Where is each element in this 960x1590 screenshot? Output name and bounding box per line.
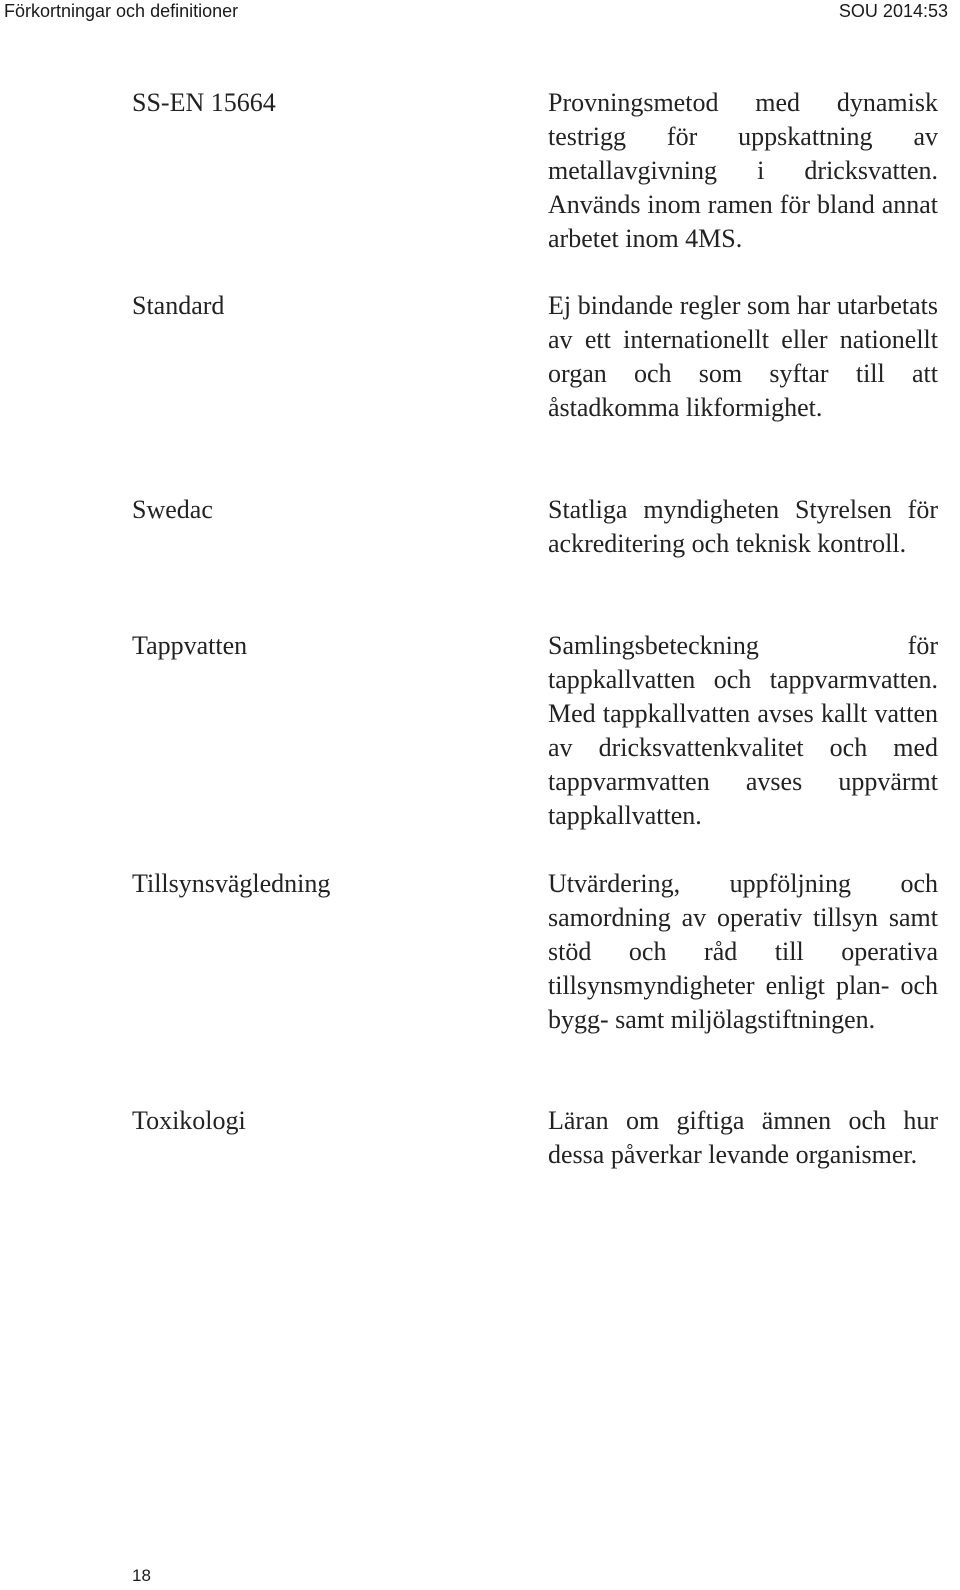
glossary-definition: Läran om giftiga ämnen och hur dessa påverkar levande organismer. — [548, 1106, 938, 1169]
glossary-definition: Provningsmetod med dynamisk testrigg för uppskattning av metallavgivning i dricksvatten. Används inom ramen för bland annat arbetet inom 4MS. — [548, 88, 938, 253]
glossary-definition: Samlingsbeteckning för tappkallvatten och tappvarmvatten. Med tappkallvatten avses kallt vatten av dricksvattenkvalitet och med tappvarmvatten avses uppvärmt tappkallvatten. — [548, 631, 938, 830]
glossary-definition: Statliga myndigheten Styrelsen för ackreditering och teknisk kontroll. — [548, 495, 938, 558]
glossary-term: Tappvatten — [132, 631, 248, 660]
glossary-term: Toxikologi — [132, 1106, 246, 1135]
glossary-term: Swedac — [132, 495, 213, 524]
running-header-title: Förkortningar och definitioner — [4, 1, 239, 21]
glossary-term: SS-EN 15664 — [132, 88, 276, 117]
glossary-term: Standard — [132, 291, 225, 320]
glossary-term: Tillsynsvägledning — [132, 869, 331, 898]
page-number: 18 — [132, 1566, 151, 1585]
glossary-definition: Utvärdering, uppföljning och samordning av operativ tillsyn samt stöd och råd till operativa tillsynsmyndigheter enligt plan- och bygg- samt miljölagstiftningen. — [548, 869, 938, 1034]
running-header-report-number: SOU 2014:53 — [838, 1, 948, 21]
glossary-definition: Ej bindande regler som har utarbetats av ett internationellt eller nationellt organ och som syftar till att åstadkomma likformighet. — [548, 291, 938, 422]
